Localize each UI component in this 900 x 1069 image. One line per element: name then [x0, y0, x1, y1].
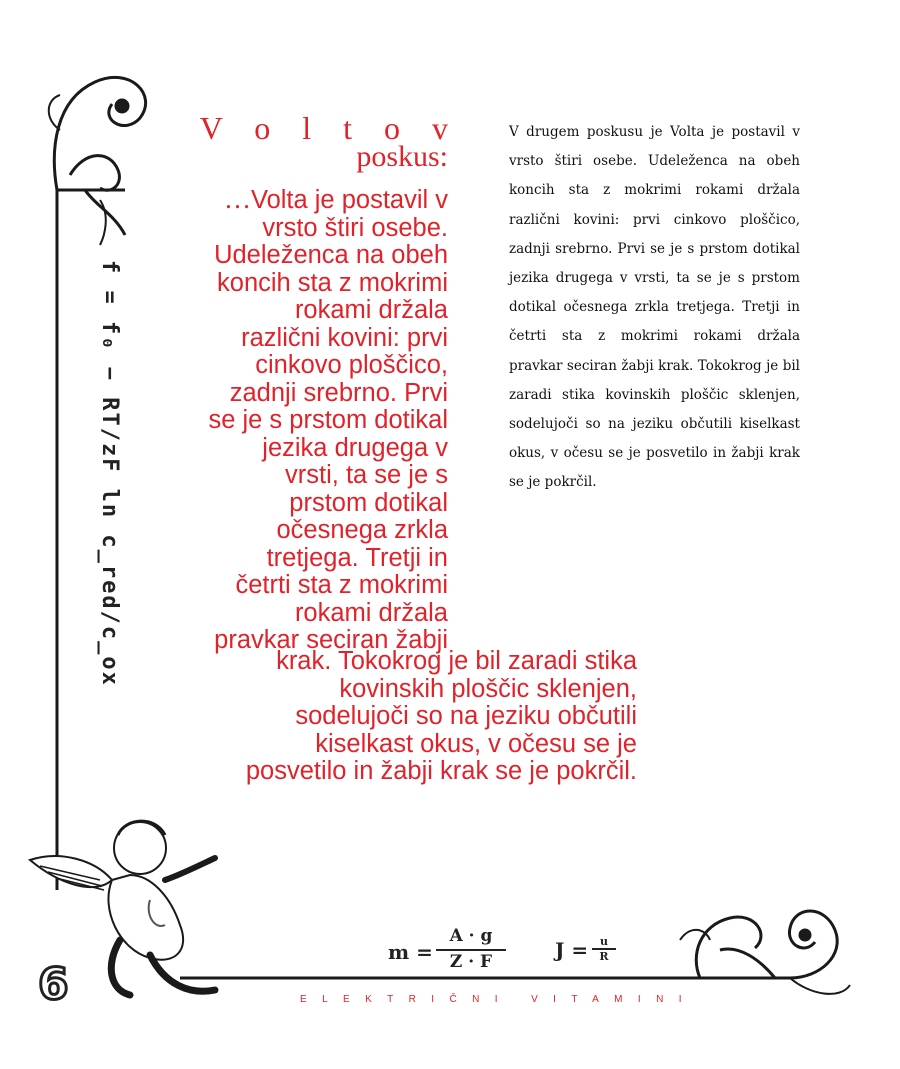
pull-quote-line: četrti sta z mokrimi [235, 571, 448, 599]
formula-mass-fraction [436, 925, 506, 973]
pull-quote-line: očesnega zrkla [276, 516, 448, 544]
pull-quote-line: cinkovo ploščico, [255, 351, 448, 379]
ornament-top-left-icon [49, 77, 146, 245]
ornament-bottom-right-icon [680, 911, 850, 994]
pull-quote-line: posvetilo in žabji krak se je pokrčil. [245, 757, 637, 785]
page-title-line2: poskus: [356, 140, 448, 173]
pull-quote-line: vrsto štiri osebe. [262, 213, 448, 242]
pull-quote-line: kovinskih ploščic sklenjen, [339, 674, 637, 703]
running-footer-title: ELEKTRIČNI VITAMINI [300, 994, 697, 1005]
vertical-formula: f = f₀ − RT/zF ln c_red/c_ox [97, 260, 122, 687]
pull-quote-line: zadnji srebrno. Prvi [229, 378, 448, 407]
ellipsis: … [223, 184, 251, 214]
formula-numerator: A · g [436, 925, 506, 951]
pull-quote-line: krak. Tokokrog je bil zaradi stika [276, 647, 637, 675]
formula-denominator: Z · F [449, 952, 493, 972]
formula-current-lhs: J = [555, 938, 589, 962]
formula-numerator: u [592, 935, 616, 950]
pull-quote-line: prstom dotikal [289, 488, 448, 517]
pull-quote-line: pravkar seciran žabji [214, 626, 448, 654]
pull-quote-line: kiselkast okus, v očesu se je [315, 729, 637, 758]
pull-quote-line: jezika drugega v [262, 433, 448, 462]
formula-current-fraction [592, 935, 616, 963]
formula-mass-lhs: m = [388, 940, 433, 964]
pull-quote-line: rokami držala [294, 296, 448, 324]
pull-quote-line: Udeleženca na obeh [214, 241, 448, 269]
pull-quote-line: koncih sta z mokrimi [217, 268, 448, 297]
pull-quote-narrow [158, 186, 448, 655]
page-number: 6 [38, 959, 69, 1010]
pull-quote-line: sodelujoči so na jeziku občutili [295, 702, 637, 730]
pull-quote-line: …Volta je postavil v [223, 184, 448, 214]
pull-quote-line: rokami držala [294, 598, 448, 627]
page-title-line1: V o l t o v [199, 110, 460, 146]
pull-quote-wide [167, 648, 637, 786]
pull-quote-line: tretjega. Tretji in [266, 543, 448, 572]
formula-denominator: R [599, 950, 609, 963]
pull-quote-line: različni kovini: prvi [241, 323, 448, 352]
pull-quote-line: se je s prstom dotikal [208, 406, 448, 434]
pull-quote-line: vrsti, ta se je s [285, 461, 448, 489]
body-paragraph: V drugem poskusu je Volta je postavil v vrsto štiri osebe. Udeleženca na obeh koncih sta z mokrimi rokami držala različni kovini: prvi cinkovo ploščico, zadnji srebrno. Prvi se je s prstom dotikal jezika drugega v vrsti, ta se je s prstom dotikal očesnega zrkla tretjega. Tretji in četrti sta z mokrimi rokami držala pravkar seciran žabji krak. Tokokrog je bil zaradi stika kovinskih ploščic sklenjen, sodelujoči so na jeziku občutili kiselkast okus, v očesu se je posvetilo in žabji krak se je pokrčil. [509, 124, 800, 491]
